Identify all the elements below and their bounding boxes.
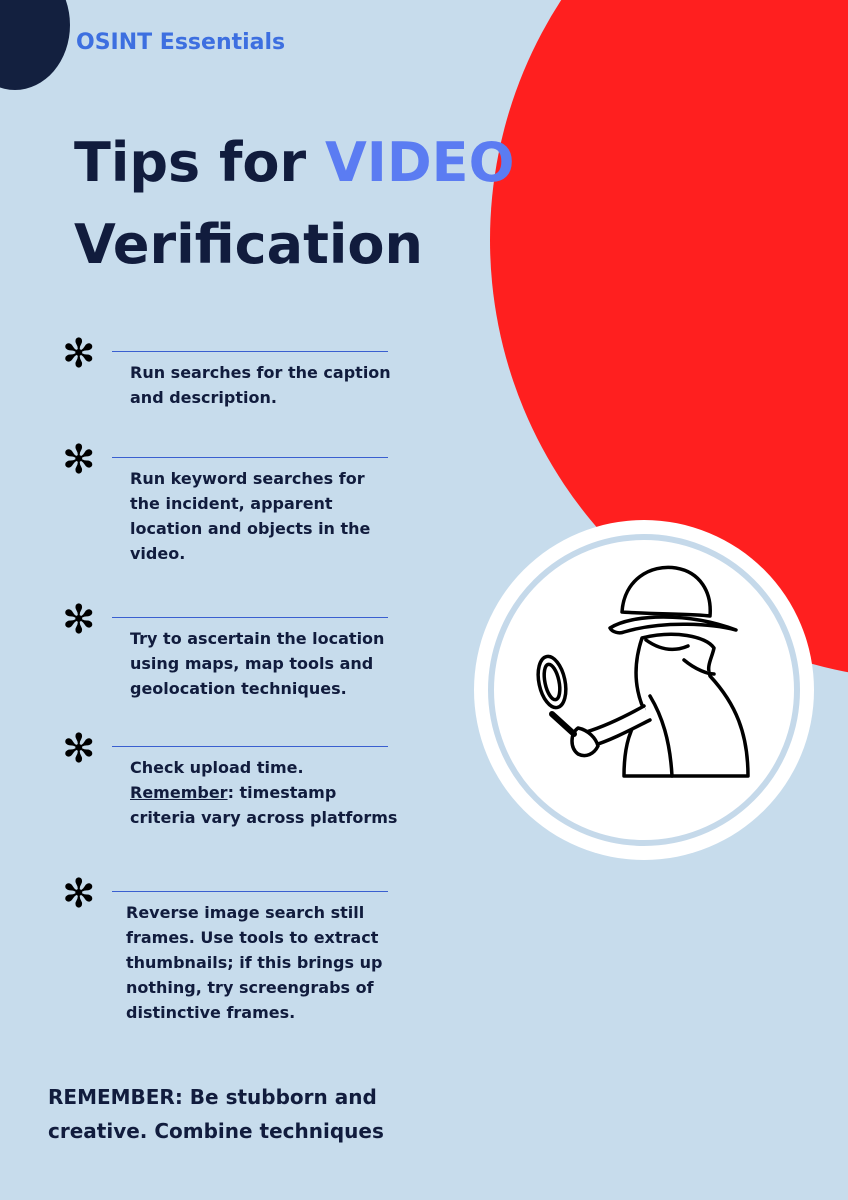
divider: [112, 457, 388, 458]
tip-text: Run searches for the caption and description.: [130, 363, 391, 407]
asterisk-icon: ✻: [62, 597, 96, 643]
divider: [112, 891, 388, 892]
divider: [112, 746, 388, 747]
footer-remember: REMEMBER: Be stubborn and creative. Combine techniques: [48, 1085, 384, 1143]
corner-decor-circle: [0, 0, 70, 90]
tip-text: [130, 755, 400, 830]
asterisk-icon: ✻: [62, 726, 96, 772]
brand-title: OSINT Essentials: [76, 30, 286, 55]
illustration-circle: [474, 520, 814, 860]
detective-magnifying-glass-icon: [474, 520, 814, 860]
asterisk-icon: ✻: [62, 331, 96, 377]
divider: [112, 351, 388, 352]
asterisk-icon: ✻: [62, 871, 96, 917]
title-line2: Verification: [74, 213, 423, 276]
asterisk-icon: ✻: [62, 437, 96, 483]
remember-word: Remember: [130, 783, 228, 802]
title-accent: VIDEO: [324, 131, 515, 194]
tip-text: Reverse image search still frames. Use tools to extract thumbnails; if this brings up nothing, try screengrabs of distinctive frames.: [126, 903, 383, 1022]
tip-text: Run keyword searches for the incident, apparent location and objects in the video.: [130, 469, 371, 563]
title-prefix: Tips for: [74, 131, 325, 194]
page-title: [74, 122, 514, 286]
remember-rest: : timestamp criteria vary across platforms: [130, 783, 398, 827]
divider: [112, 617, 388, 618]
tip-text: Try to ascertain the location using maps, map tools and geolocation techniques.: [130, 629, 385, 698]
tip-text-line: Check upload time.: [130, 758, 304, 777]
